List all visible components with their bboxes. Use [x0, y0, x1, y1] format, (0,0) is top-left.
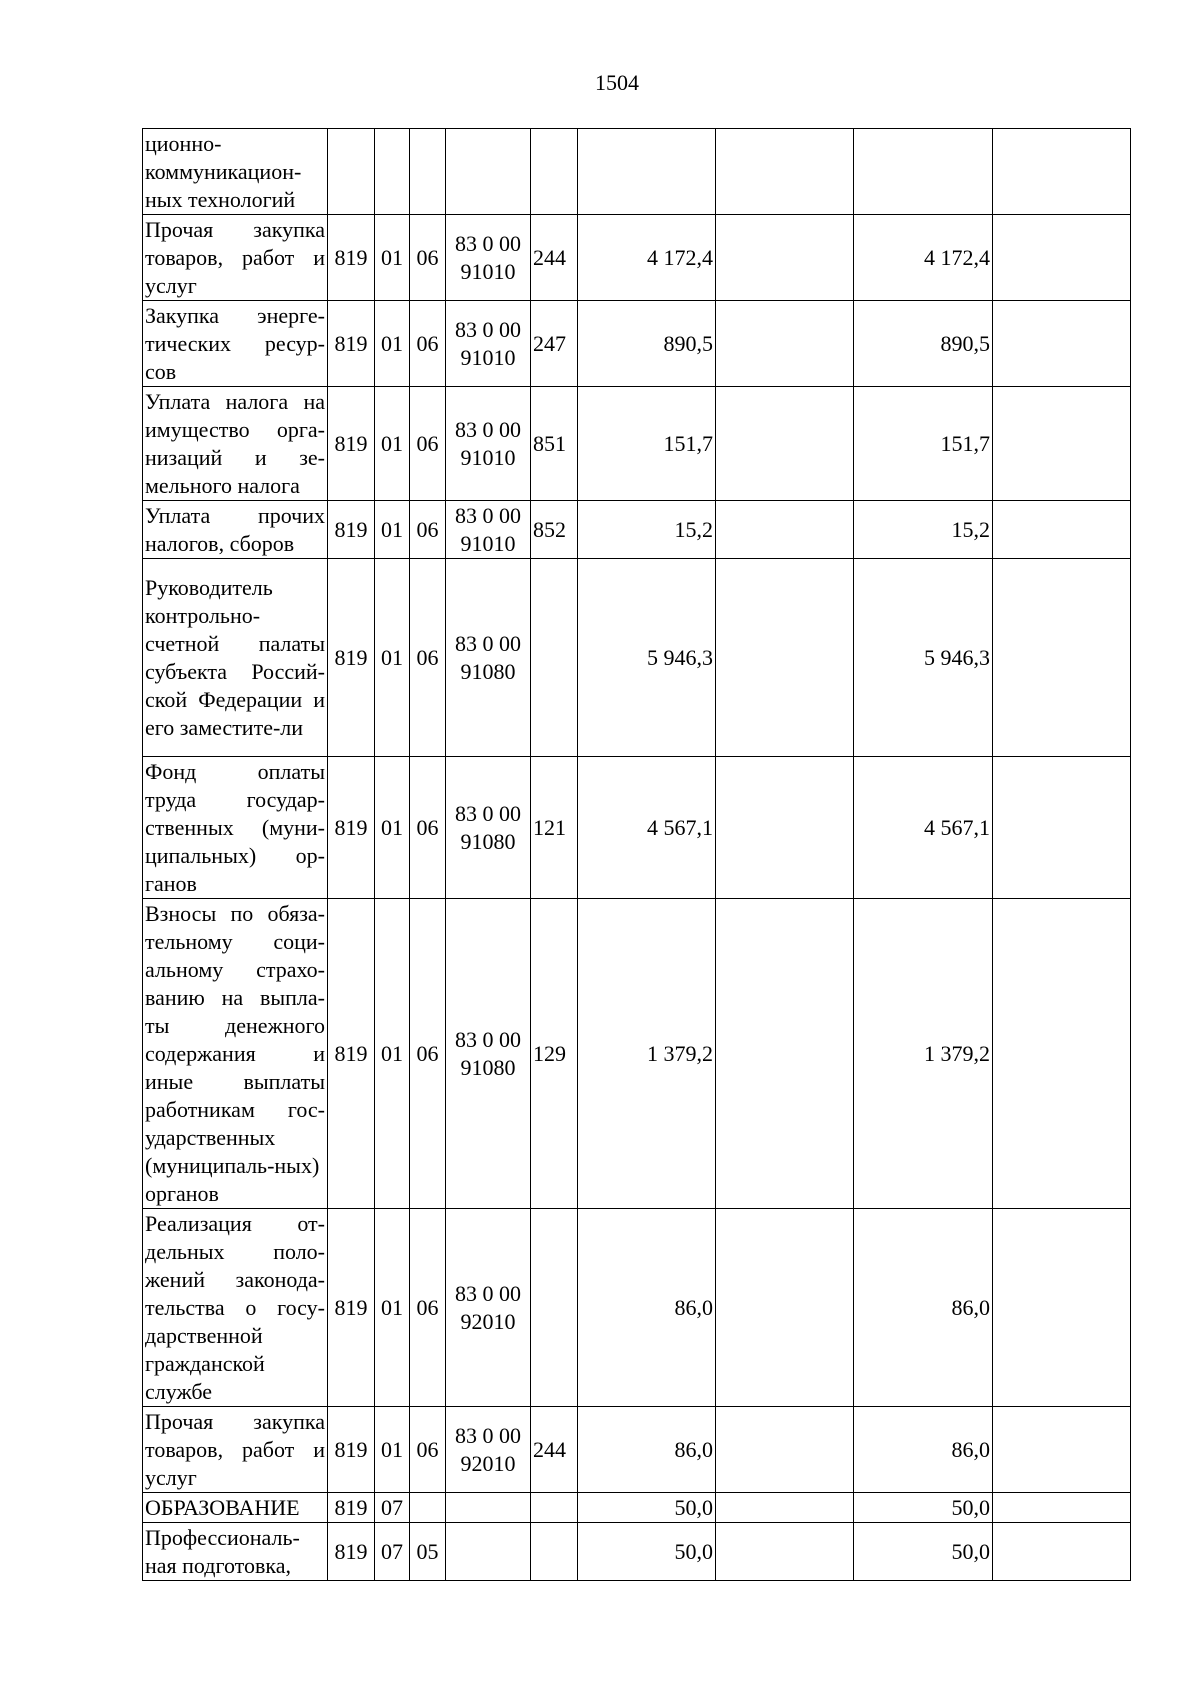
row-sum2-cell [716, 1523, 854, 1581]
row-pr-cell: 06 [410, 301, 446, 387]
row-csr-cell: 83 0 00 92010 [446, 1209, 531, 1407]
row-csr-cell: 83 0 00 91080 [446, 559, 531, 757]
row-name-cell: Уплата налога на имущество орга-низаций и зе-мельного налога [143, 387, 328, 501]
row-sum2-cell [716, 501, 854, 559]
row-vr-cell [531, 559, 578, 757]
row-pr-cell: 06 [410, 559, 446, 757]
row-gr-cell: 819 [328, 1209, 375, 1407]
row-sum1-cell: 4 172,4 [578, 215, 716, 301]
row-vr-cell: 244 [531, 1407, 578, 1493]
row-rz-cell: 01 [375, 387, 410, 501]
table-body [143, 129, 1131, 1581]
row-sum4-cell [993, 1493, 1131, 1523]
row-sum1-cell: 86,0 [578, 1407, 716, 1493]
row-sum2-cell [716, 301, 854, 387]
row-sum1-cell: 86,0 [578, 1209, 716, 1407]
row-sum1-cell: 15,2 [578, 501, 716, 559]
row-vr-cell [531, 1523, 578, 1581]
row-gr-cell: 819 [328, 1493, 375, 1523]
row-sum4-cell [993, 899, 1131, 1209]
row-gr-cell: 819 [328, 387, 375, 501]
row-pr-cell: 05 [410, 1523, 446, 1581]
row-sum3-cell: 86,0 [854, 1407, 993, 1493]
row-gr-cell: 819 [328, 559, 375, 757]
row-pr-cell [410, 129, 446, 215]
row-sum1-cell: 50,0 [578, 1493, 716, 1523]
row-rz-cell: 01 [375, 899, 410, 1209]
row-name-cell: ОБРАЗОВАНИЕ [143, 1493, 328, 1523]
row-sum3-cell: 50,0 [854, 1493, 993, 1523]
row-sum4-cell [993, 301, 1131, 387]
row-pr-cell: 06 [410, 899, 446, 1209]
row-sum1-cell: 151,7 [578, 387, 716, 501]
row-sum4-cell [993, 1209, 1131, 1407]
row-sum2-cell [716, 215, 854, 301]
table-row [143, 559, 1131, 757]
row-sum3-cell: 151,7 [854, 387, 993, 501]
row-pr-cell: 06 [410, 757, 446, 899]
row-name-cell: Реализация от-дельных поло-жений законода-тельства о госу-дарственной гражданской службе [143, 1209, 328, 1407]
row-sum3-cell: 15,2 [854, 501, 993, 559]
row-sum3-cell: 1 379,2 [854, 899, 993, 1209]
row-rz-cell: 01 [375, 1209, 410, 1407]
page-number: 1504 [595, 70, 639, 95]
row-csr-cell: 83 0 00 91010 [446, 215, 531, 301]
row-vr-cell [531, 1209, 578, 1407]
row-sum1-cell: 4 567,1 [578, 757, 716, 899]
row-name-cell: ционно-коммуникацион-ных технологий [143, 129, 328, 215]
row-pr-cell [410, 1493, 446, 1523]
row-rz-cell: 07 [375, 1523, 410, 1581]
row-name-cell: Закупка энерге-тических ресур-сов [143, 301, 328, 387]
row-rz-cell: 01 [375, 501, 410, 559]
row-rz-cell [375, 129, 410, 215]
row-gr-cell [328, 129, 375, 215]
row-sum4-cell [993, 757, 1131, 899]
row-sum1-cell: 5 946,3 [578, 559, 716, 757]
budget-table [142, 128, 1131, 1581]
row-gr-cell: 819 [328, 501, 375, 559]
table-row [143, 1523, 1131, 1581]
row-pr-cell: 06 [410, 215, 446, 301]
row-gr-cell: 819 [328, 757, 375, 899]
row-sum4-cell [993, 387, 1131, 501]
row-csr-cell: 83 0 00 91010 [446, 387, 531, 501]
table-row [143, 1493, 1131, 1523]
row-name-cell: Профессиональ-ная подготовка, [143, 1523, 328, 1581]
row-pr-cell: 06 [410, 387, 446, 501]
row-name-cell: Уплата прочих налогов, сборов [143, 501, 328, 559]
row-pr-cell: 06 [410, 501, 446, 559]
row-sum1-cell: 50,0 [578, 1523, 716, 1581]
row-rz-cell: 01 [375, 559, 410, 757]
row-sum2-cell [716, 1493, 854, 1523]
row-sum4-cell [993, 215, 1131, 301]
row-sum3-cell: 86,0 [854, 1209, 993, 1407]
row-sum2-cell [716, 387, 854, 501]
table-row [143, 757, 1131, 899]
row-sum2-cell [716, 899, 854, 1209]
row-sum3-cell: 5 946,3 [854, 559, 993, 757]
row-sum1-cell [578, 129, 716, 215]
row-gr-cell: 819 [328, 301, 375, 387]
row-gr-cell: 819 [328, 1523, 375, 1581]
row-sum2-cell [716, 757, 854, 899]
table-row [143, 387, 1131, 501]
table-row [143, 899, 1131, 1209]
row-rz-cell: 01 [375, 1407, 410, 1493]
row-name-cell: Фонд оплаты труда государ-ственных (муни-ципальных) ор-ганов [143, 757, 328, 899]
row-sum4-cell [993, 1523, 1131, 1581]
row-name-cell: Прочая закупка товаров, работ и услуг [143, 1407, 328, 1493]
row-vr-cell: 247 [531, 301, 578, 387]
row-gr-cell: 819 [328, 899, 375, 1209]
row-sum3-cell: 4 172,4 [854, 215, 993, 301]
table-row [143, 1209, 1131, 1407]
row-gr-cell: 819 [328, 1407, 375, 1493]
row-sum3-cell: 890,5 [854, 301, 993, 387]
row-csr-cell: 83 0 00 91010 [446, 501, 531, 559]
row-sum3-cell: 4 567,1 [854, 757, 993, 899]
row-csr-cell: 83 0 00 92010 [446, 1407, 531, 1493]
table-row [143, 501, 1131, 559]
row-csr-cell [446, 1493, 531, 1523]
row-name-cell: Взносы по обяза-тельному соци-альному страхо-ванию на выпла-ты денежного содержания и иные выплаты работникам гос-ударственных (муниципаль-ных) органов [143, 899, 328, 1209]
row-gr-cell: 819 [328, 215, 375, 301]
row-csr-cell [446, 1523, 531, 1581]
row-sum4-cell [993, 129, 1131, 215]
row-pr-cell: 06 [410, 1407, 446, 1493]
row-vr-cell: 129 [531, 899, 578, 1209]
row-rz-cell: 01 [375, 215, 410, 301]
row-csr-cell: 83 0 00 91080 [446, 757, 531, 899]
row-vr-cell: 852 [531, 501, 578, 559]
row-sum2-cell [716, 1407, 854, 1493]
row-csr-cell: 83 0 00 91010 [446, 301, 531, 387]
row-vr-cell: 851 [531, 387, 578, 501]
row-csr-cell [446, 129, 531, 215]
row-pr-cell: 06 [410, 1209, 446, 1407]
row-vr-cell [531, 129, 578, 215]
row-name-cell: Прочая закупка товаров, работ и услуг [143, 215, 328, 301]
table-row [143, 129, 1131, 215]
row-rz-cell: 01 [375, 757, 410, 899]
row-rz-cell: 01 [375, 301, 410, 387]
table-row [143, 301, 1131, 387]
row-vr-cell: 244 [531, 215, 578, 301]
row-csr-cell: 83 0 00 91080 [446, 899, 531, 1209]
row-sum2-cell [716, 1209, 854, 1407]
table-row [143, 1407, 1131, 1493]
row-sum4-cell [993, 559, 1131, 757]
row-sum1-cell: 890,5 [578, 301, 716, 387]
row-sum4-cell [993, 501, 1131, 559]
row-rz-cell: 07 [375, 1493, 410, 1523]
row-sum2-cell [716, 129, 854, 215]
row-sum2-cell [716, 559, 854, 757]
row-sum1-cell: 1 379,2 [578, 899, 716, 1209]
row-vr-cell: 121 [531, 757, 578, 899]
row-sum4-cell [993, 1407, 1131, 1493]
row-name-cell: Руководитель контрольно-счетной палаты субъекта Россий-ской Федерации и его заместите-ли [143, 559, 328, 757]
row-sum3-cell: 50,0 [854, 1523, 993, 1581]
table-row [143, 215, 1131, 301]
row-vr-cell [531, 1493, 578, 1523]
row-sum3-cell [854, 129, 993, 215]
